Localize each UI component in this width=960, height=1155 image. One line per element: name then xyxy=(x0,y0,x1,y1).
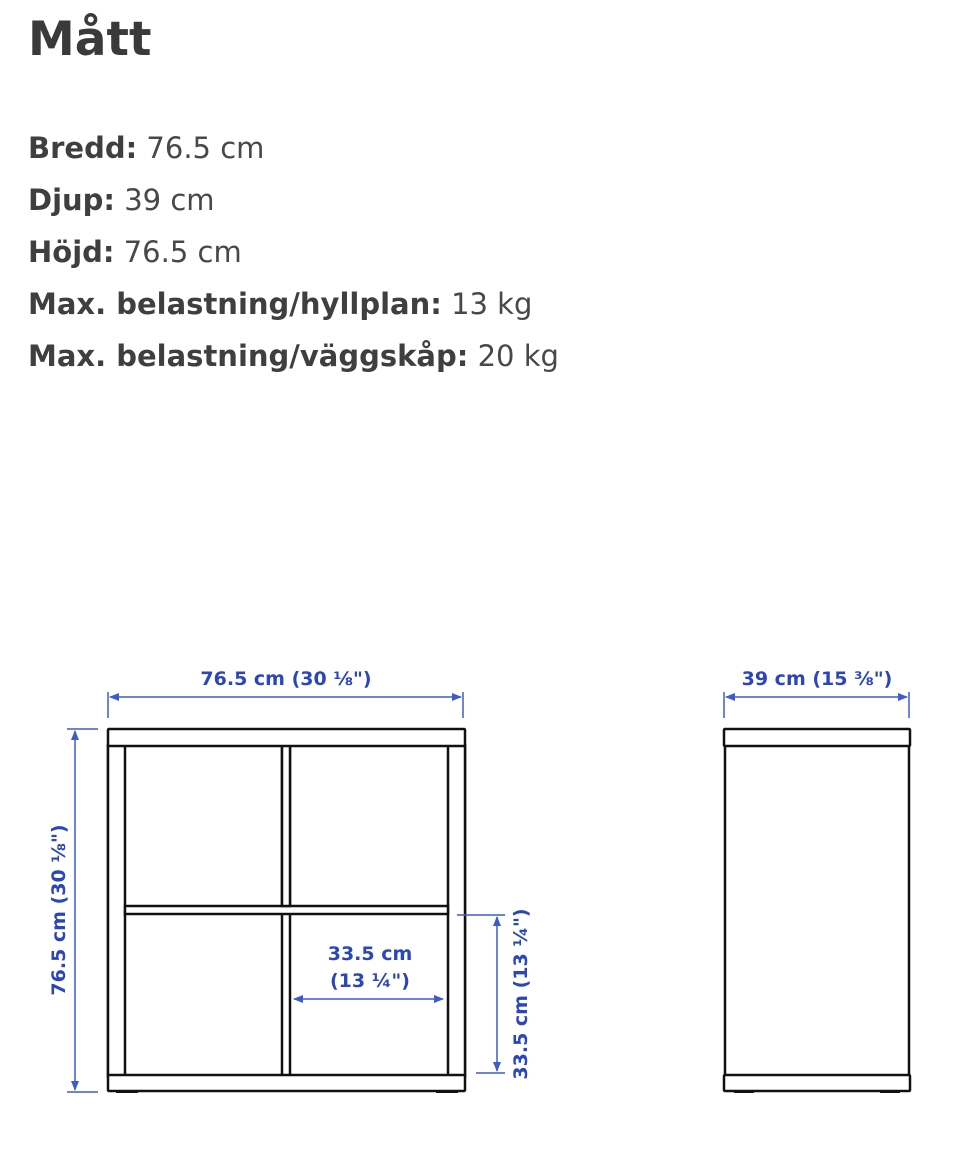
spec-label: Bredd: xyxy=(28,131,138,165)
spec-value: 20 kg xyxy=(477,339,559,373)
front-width-label: 76.5 cm (30 ⅛") xyxy=(200,668,372,690)
side-depth-dimension xyxy=(724,668,909,718)
front-height-label: 76.5 cm (30 ⅛") xyxy=(48,824,70,996)
spec-value: 76.5 cm xyxy=(146,131,265,165)
front-view-shelf xyxy=(108,729,465,1093)
compartment-width-cm-label: 33.5 cm xyxy=(327,943,413,965)
page-title: Mått xyxy=(28,12,152,67)
spec-label: Max. belastning/hyllplan: xyxy=(28,287,442,321)
spec-label: Höjd: xyxy=(28,235,115,269)
spec-value: 76.5 cm xyxy=(123,235,242,269)
spec-value: 13 kg xyxy=(451,287,533,321)
spec-value: 39 cm xyxy=(124,183,215,217)
spec-label: Djup: xyxy=(28,183,116,217)
compartment-height-label: 33.5 cm (13 ¼") xyxy=(510,908,532,1080)
compartment-width-in-label: (13 ¼") xyxy=(330,970,410,992)
compartment-height-dimension xyxy=(457,908,532,1079)
front-height-dimension xyxy=(48,729,98,1092)
spec-label: Max. belastning/väggskåp: xyxy=(28,339,469,373)
front-width-dimension xyxy=(108,668,463,718)
side-depth-label: 39 cm (15 ⅜") xyxy=(741,668,893,690)
side-view-shelf xyxy=(724,729,910,1093)
